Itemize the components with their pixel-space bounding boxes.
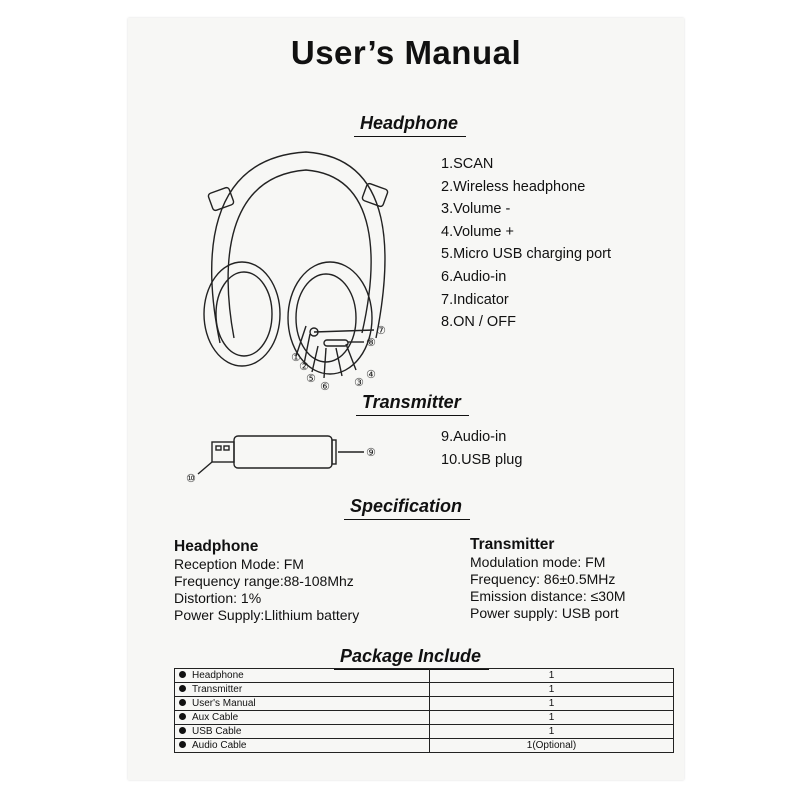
item-name: Headphone [192,670,244,681]
item-qty: 1 [430,697,674,711]
part-9: 9.Audio-in [441,429,507,445]
item-qty: 1 [430,669,674,683]
part-10: 10.USB plug [441,451,523,468]
package-table [174,668,674,753]
callout-9: ⑨ [366,446,376,459]
package-heading: Package Include [340,646,482,666]
spec-line: Reception Mode: FM [174,556,304,572]
bullet-icon [179,727,186,734]
transmitter-spec-title: Transmitter [470,536,555,553]
page-title: User’s Manual [290,34,522,71]
item-qty: 1 [430,725,674,739]
part-5: 5.Micro USB charging port [441,246,612,263]
spec-line: Distortion: 1% [174,590,262,606]
callout-8: ⑧ [366,336,376,349]
manual-page [128,18,684,780]
bullet-icon [179,741,186,748]
callout-7: ⑦ [376,324,386,337]
bullet-icon [179,671,186,678]
spec-line: Emission distance: ≤30M [470,588,626,604]
callout-4: ④ [366,368,376,381]
item-qty: 1 [430,683,674,697]
callout-2: ② [299,360,309,373]
bullet-icon [179,713,186,720]
bullet-icon [179,699,186,706]
part-3: 3.Volume - [441,201,511,218]
transmitter-heading: Transmitter [362,392,461,412]
transmitter-parts-list [441,426,522,471]
spec-line: Frequency range:88-108Mhz [174,573,354,589]
spec-line: Power supply: USB port [470,605,619,621]
part-7: 7.Indicator [441,291,509,308]
callout-1: ① [291,351,301,364]
spec-line: Power Supply:Llithium battery [174,607,360,623]
transmitter-spec [470,536,626,622]
part-6: 6.Audio-in [441,268,507,285]
item-name: Audio Cable [192,740,247,751]
part-2: 2.Wireless headphone [441,178,586,195]
callout-5: ⑤ [306,372,316,385]
headphone-heading: Headphone [360,113,459,133]
part-4: 4.Volume + [441,223,514,240]
headphone-illustration [196,138,406,394]
item-name: Transmitter [192,684,243,695]
spec-line: Modulation mode: FM [470,554,606,570]
table-row [175,725,674,739]
table-row [175,739,674,753]
headphone-parts-list [441,153,611,334]
table-row [175,683,674,697]
item-name: Aux Cable [192,712,239,723]
specification-heading: Specification [350,496,463,516]
spec-line: Frequency: 86±0.5MHz [470,571,616,587]
item-name: User's Manual [192,698,256,709]
callout-3: ③ [354,376,364,389]
table-row [175,697,674,711]
headphone-spec [174,538,359,624]
transmitter-illustration [186,428,386,488]
item-qty: 1 [430,711,674,725]
callout-10: ⑩ [186,472,196,485]
part-1: 1.SCAN [441,156,494,172]
callout-6: ⑥ [320,380,330,393]
table-row [175,669,674,683]
table-row [175,711,674,725]
part-8: 8.ON / OFF [441,314,516,331]
item-name: USB Cable [192,726,242,737]
item-qty: 1(Optional) [430,739,674,753]
headphone-spec-title: Headphone [174,538,259,555]
bullet-icon [179,685,186,692]
